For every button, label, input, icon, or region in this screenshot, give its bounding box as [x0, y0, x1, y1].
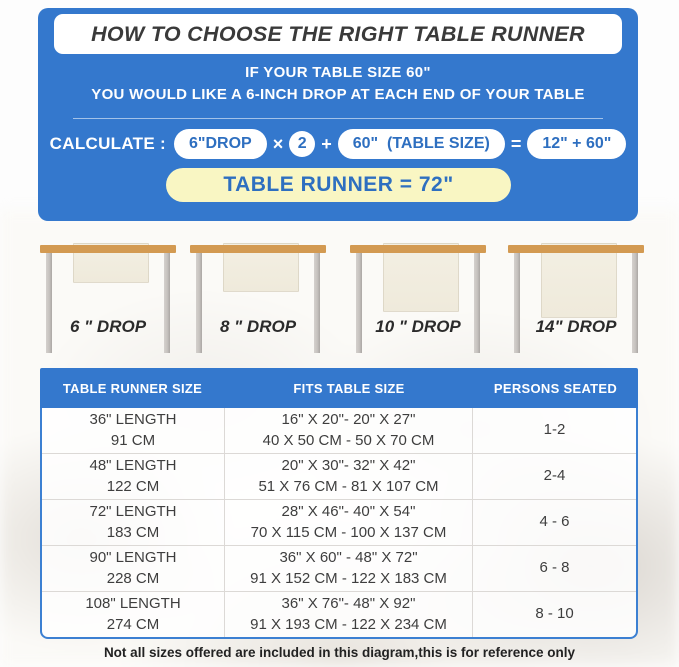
- fits-size-cell: [225, 546, 473, 591]
- fits-inches: 36" X 60" - 48" X 72": [279, 549, 418, 567]
- subtitle-line-1: IF YOUR TABLE SIZE 60": [245, 64, 431, 81]
- runner-result-pill: [166, 168, 511, 202]
- runner-illustration: [383, 243, 459, 312]
- fits-inches: 20" X 30"- 32" X 42": [281, 457, 416, 475]
- table-leg-right: [474, 253, 480, 353]
- fits-size-cell: [225, 500, 473, 545]
- fits-cm: 70 X 115 CM - 100 X 137 CM: [250, 523, 447, 541]
- table-row: [42, 500, 636, 546]
- persons-cell: 6 - 8: [539, 559, 570, 577]
- fits-cm: 91 X 193 CM - 122 X 234 CM: [250, 615, 447, 633]
- runner-size-cell: [42, 546, 225, 591]
- drop-pill: 6"DROP: [174, 129, 267, 159]
- calculation-row: [38, 128, 638, 160]
- table-header-row: [40, 368, 638, 408]
- title-banner: [54, 14, 622, 54]
- table-figure-10-drop: [350, 245, 486, 358]
- table-leg-right: [632, 253, 638, 353]
- fits-cm: 51 X 76 CM - 81 X 107 CM: [258, 477, 439, 495]
- table-leg-right: [314, 253, 320, 353]
- plus-sign: +: [321, 133, 332, 154]
- table-row: [42, 592, 636, 637]
- tabletop-illustration: [190, 245, 326, 253]
- length-inches: 48" LENGTH: [89, 457, 177, 475]
- table-size-pill: 60" (TABLE SIZE): [338, 129, 505, 159]
- runner-size-cell: [42, 500, 225, 545]
- length-inches: 36" LENGTH: [89, 411, 177, 429]
- fits-inches: 16" X 20"- 20" X 27": [281, 411, 416, 429]
- drop-diagram-section: [0, 240, 679, 365]
- length-inches: 90" LENGTH: [89, 549, 177, 567]
- size-chart-table: [40, 368, 638, 639]
- runner-illustration: [541, 243, 617, 318]
- fits-size-cell: [225, 408, 473, 453]
- runner-result-text: TABLE RUNNER = 72": [223, 173, 454, 196]
- length-cm: 122 CM: [106, 477, 160, 495]
- fits-inches: 28" X 46"- 40" X 54": [281, 503, 416, 521]
- column-header-fits-table-size: FITS TABLE SIZE: [293, 380, 405, 396]
- fits-inches: 36" X 76"- 48" X 92": [281, 595, 416, 613]
- subtitle-line-2: YOU WOULD LIKE A 6-INCH DROP AT EACH END OF YOUR TABLE: [91, 86, 585, 103]
- length-inches: 72" LENGTH: [89, 503, 177, 521]
- fits-size-cell: [225, 592, 473, 637]
- times-sign: ×: [272, 133, 284, 154]
- table-figure-14-drop: [508, 245, 644, 358]
- table-row: [42, 454, 636, 500]
- tabletop-illustration: [350, 245, 486, 253]
- fits-cm: 40 X 50 CM - 50 X 70 CM: [262, 431, 435, 449]
- column-header-runner-size: TABLE RUNNER SIZE: [62, 380, 203, 396]
- calculate-label: CALCULATE :: [49, 134, 166, 153]
- table-figure-6-drop: [40, 245, 176, 358]
- length-cm: 183 CM: [106, 523, 160, 541]
- length-cm: 228 CM: [106, 569, 160, 587]
- column-header-persons-seated: PERSONS SEATED: [493, 380, 618, 396]
- fits-size-cell: [225, 454, 473, 499]
- table-leg-left: [514, 253, 520, 353]
- sum-pill: 12" + 60": [527, 129, 626, 159]
- runner-size-cell: [42, 592, 225, 637]
- tabletop-illustration: [508, 245, 644, 253]
- runner-size-cell: [42, 408, 225, 453]
- table-figure-8-drop: [190, 245, 326, 358]
- length-cm: 274 CM: [106, 615, 160, 633]
- drop-label: 8 " DROP: [219, 317, 297, 336]
- table-row: [42, 408, 636, 454]
- table-body: [40, 408, 638, 639]
- table-row: [42, 546, 636, 592]
- drop-label: 10 " DROP: [375, 317, 461, 336]
- fits-cm: 91 X 152 CM - 122 X 183 CM: [250, 569, 447, 587]
- persons-cell: 8 - 10: [535, 605, 574, 623]
- disclaimer-footnote: Not all sizes offered are included in this diagram,this is for reference only: [103, 645, 576, 660]
- equals-sign: =: [510, 133, 522, 154]
- table-leg-left: [46, 253, 52, 353]
- page-title: HOW TO CHOOSE THE RIGHT TABLE RUNNER: [91, 21, 585, 46]
- runner-size-cell: [42, 454, 225, 499]
- divider-line: [73, 118, 603, 119]
- table-leg-left: [356, 253, 362, 353]
- persons-cell: 2-4: [543, 467, 566, 485]
- multiplier-badge: 2: [289, 131, 315, 157]
- length-cm: 91 CM: [110, 431, 156, 449]
- drop-label: 14" DROP: [535, 317, 617, 336]
- persons-cell: 1-2: [543, 421, 566, 439]
- drop-label: 6 " DROP: [69, 317, 147, 336]
- persons-cell: 4 - 6: [539, 513, 570, 531]
- table-leg-left: [196, 253, 202, 353]
- length-inches: 108" LENGTH: [85, 595, 181, 613]
- header-panel: [38, 8, 638, 221]
- table-leg-right: [164, 253, 170, 353]
- tabletop-illustration: [40, 245, 176, 253]
